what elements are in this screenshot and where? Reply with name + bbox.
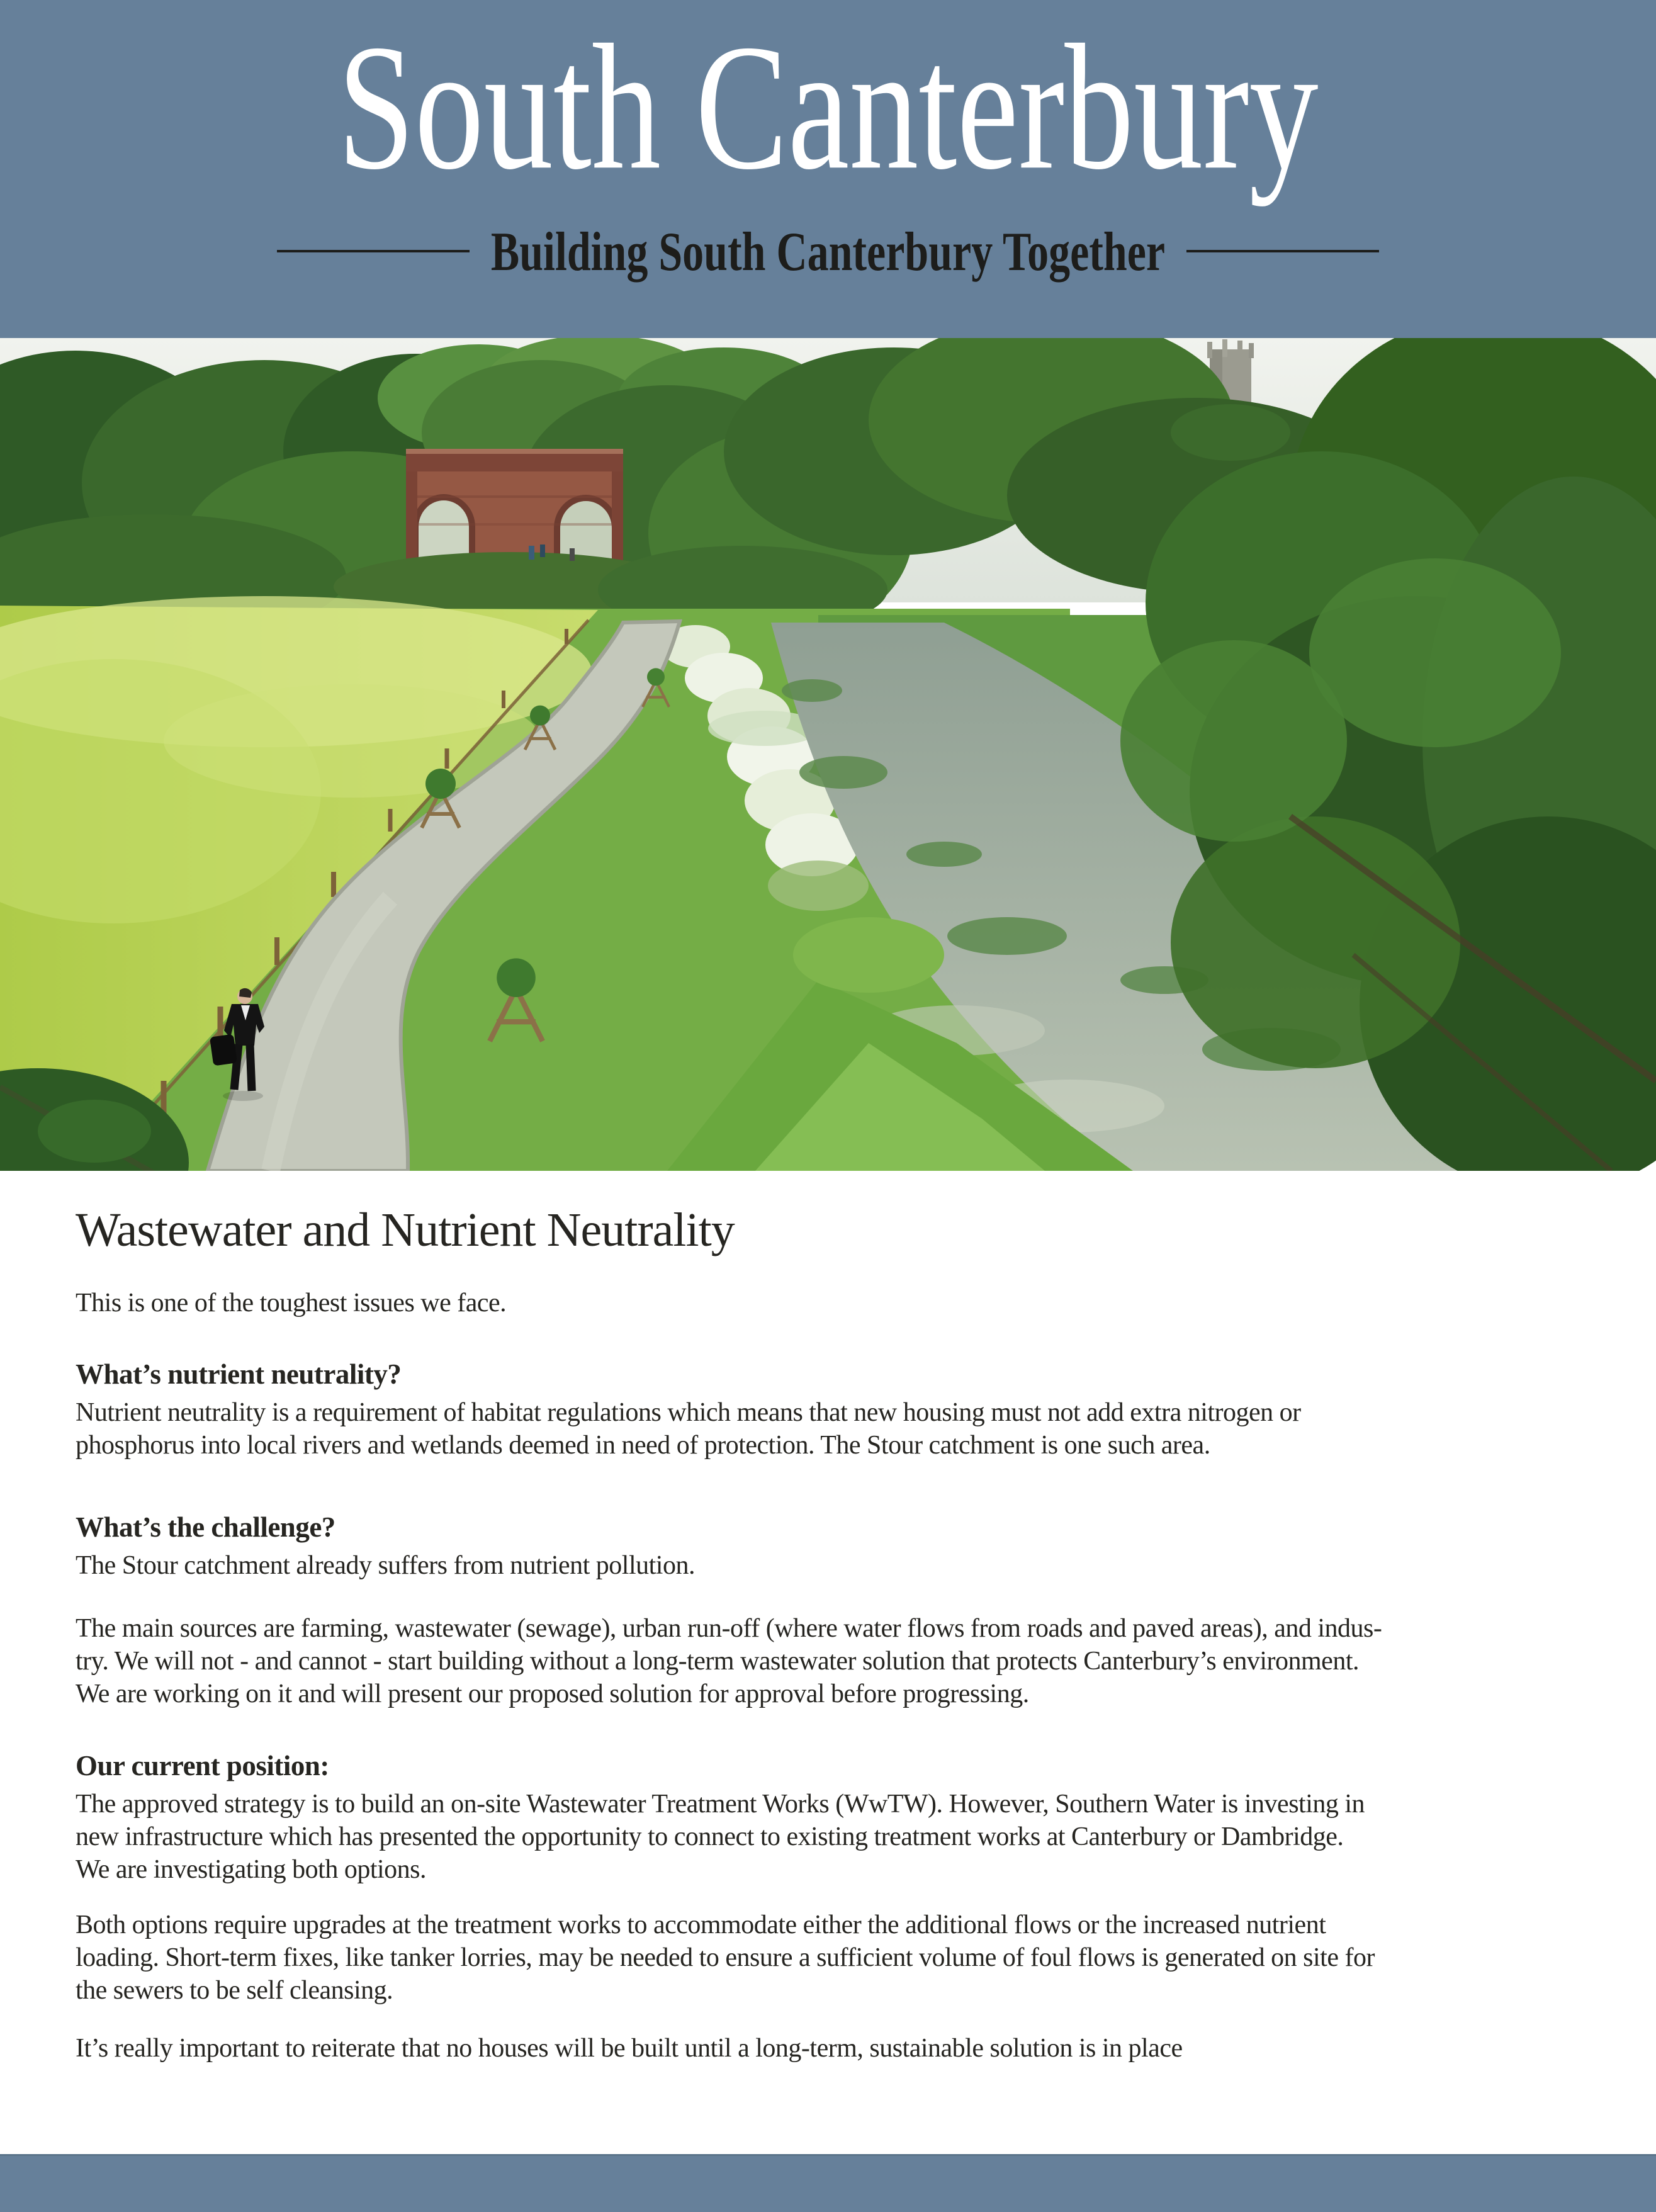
paragraph-line: loading. Short-term fixes, like tanker lorries, may be needed to ensure a sufficient volume of foul flows is generated on site for xyxy=(76,1943,1375,1972)
subtitle-rule-right xyxy=(1186,250,1379,252)
paragraph-challenge xyxy=(76,1549,1587,1582)
paragraph-main-sources xyxy=(76,1612,1587,1710)
paragraph-line: the sewers to be self cleansing. xyxy=(76,1976,393,2005)
page-title xyxy=(0,7,1656,207)
paragraph-line: Both options require upgrades at the treatment works to accommodate either the additional flows or the increased nutrient xyxy=(76,1910,1326,1939)
paragraph-line: The main sources are farming, wastewater (sewage), urban run-off (where water flows from roads and paved areas), and indus- xyxy=(76,1614,1382,1643)
paragraph-upgrades xyxy=(76,1909,1587,2007)
section-heading-challenge: What’s the challenge? xyxy=(76,1511,335,1543)
paragraph-current-position xyxy=(76,1788,1587,1886)
paragraph-line: new infrastructure which has presented the opportunity to connect to existing treatment works at Canterbury or Dambridge. xyxy=(76,1822,1344,1851)
paragraph-nutrient-neutrality xyxy=(76,1396,1587,1462)
paragraph-line: phosphorus into local rivers and wetlands deemed in need of protection. The Stour catchment is one such area. xyxy=(76,1431,1210,1460)
paragraph-line: The Stour catchment already suffers from nutrient pollution. xyxy=(76,1551,695,1580)
outro-paragraph: It’s really important to reiterate that no houses will be built until a long-term, sustainable solution is in place xyxy=(76,2034,1183,2063)
masthead-subtitle: Building South Canterbury Together xyxy=(490,220,1166,283)
paragraph-line: Nutrient neutrality is a requirement of habitat regulations which means that new housing must not add extra nitrogen or xyxy=(76,1398,1301,1427)
section-heading-current-position: Our current position: xyxy=(76,1750,329,1781)
article xyxy=(0,1171,1656,2065)
masthead-subtitle-row xyxy=(0,220,1656,283)
paragraph-line: We are investigating both options. xyxy=(76,1855,427,1884)
hero-photo xyxy=(0,338,1656,1171)
article-heading: Wastewater and Nutrient Neutrality xyxy=(76,1204,735,1256)
paragraph-line: We are working on it and will present our proposed solution for approval before progressing. xyxy=(76,1679,1029,1708)
subtitle-rule-left xyxy=(277,250,470,252)
hero-photo-canvas xyxy=(0,338,1656,1171)
briefcase xyxy=(210,1034,237,1066)
intro-paragraph: This is one of the toughest issues we face. xyxy=(76,1289,507,1318)
page-title-text: South Canterbury xyxy=(337,7,1319,207)
footer-bar xyxy=(0,2154,1656,2212)
paragraph-line: The approved strategy is to build an on-site Wastewater Treatment Works (WwTW). However, Southern Water is investing in xyxy=(76,1790,1365,1819)
masthead xyxy=(0,0,1656,338)
paragraph-line: try. We will not - and cannot - start building without a long-term wastewater solution that protects Canterbury’s environment. xyxy=(76,1647,1359,1676)
section-heading-nutrient-neutrality: What’s nutrient neutrality? xyxy=(76,1358,402,1390)
